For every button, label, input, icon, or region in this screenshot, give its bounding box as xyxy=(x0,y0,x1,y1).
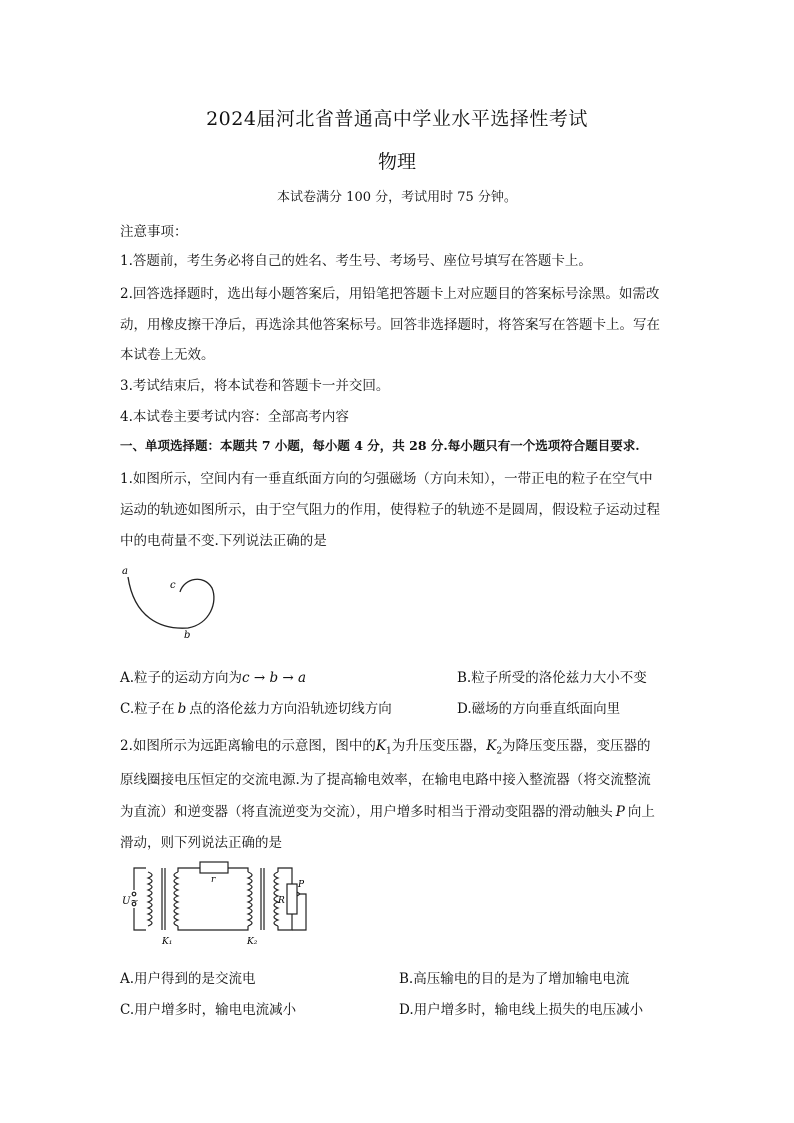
q2-p-symbol: P xyxy=(615,804,625,820)
notice-item: 本试卷上无效。 xyxy=(120,347,215,363)
q1-option-a-prefix: A.粒子的运动方向为 xyxy=(120,670,243,686)
label-a: a xyxy=(122,566,128,577)
q2-stem-text: 2.如图所示为远距离输电的示意图，图中的 xyxy=(120,738,376,754)
q2-stem-line-2: 原线圈接电压恒定的交流电源.为了提高输电效率，在输电电路中接入整流器（将交流整流 xyxy=(120,772,651,788)
q1-stem-line: 运动的轨迹如图所示，由于空气阻力的作用，使得粒子的轨迹不是圆周，假设粒子运动过程 xyxy=(120,502,660,518)
q2-stem-text: 为直流）和逆变器（将直流逆变为交流），用户增多时相当于滑动变阻器的滑动触头 xyxy=(120,804,613,820)
label-k2: K₂ xyxy=(247,937,258,947)
q1-option-c-prefix: C.粒子在 xyxy=(120,701,175,717)
q1-option-a-math: c → b → a xyxy=(242,670,307,686)
exam-info: 本试卷满分 100 分，考试用时 75 分钟。 xyxy=(277,190,517,205)
q2-option-d[interactable]: D.用户增多时，输电线上损失的电压减小 xyxy=(399,1002,644,1018)
label-c: c xyxy=(170,580,176,591)
q2-option-b[interactable]: B.高压输电的目的是为了增加输电电流 xyxy=(399,971,630,987)
q1-stem-line: 中的电荷量不变.下列说法正确的是 xyxy=(120,533,327,549)
q2-option-c[interactable]: C.用户增多时，输电电流减小 xyxy=(120,1002,297,1018)
q2-k1-symbol: K xyxy=(375,738,386,754)
q2-k2-subscript: 2 xyxy=(496,746,503,757)
q2-k2-symbol: K xyxy=(486,738,497,754)
q2-stem-text: 为降压变压器，变压器的 xyxy=(502,738,651,754)
exam-title: 2024届河北省普通高中学业水平选择性考试 xyxy=(206,108,588,130)
label-r-small: r xyxy=(211,875,216,885)
notice-item: 动，用橡皮擦干净后，再选涂其他答案标号。回答非选择题时，将答案写在答题卡上。写在 xyxy=(120,317,660,333)
label-u: U~ xyxy=(122,896,139,907)
notice-heading: 注意事项： xyxy=(120,224,188,240)
label-r-load: R xyxy=(278,896,285,906)
q1-trajectory-figure xyxy=(118,562,228,642)
q1-option-c[interactable] xyxy=(120,697,392,717)
q2-k1-subscript: 1 xyxy=(385,746,392,757)
q2-stem-text: 为升压变压器， xyxy=(391,738,487,754)
q1-option-a[interactable] xyxy=(120,666,306,686)
label-b: b xyxy=(184,630,191,641)
subject-title: 物理 xyxy=(377,151,416,173)
q1-option-c-var: b xyxy=(177,701,187,717)
q1-option-b[interactable]: B.粒子所受的洛伦兹力大小不变 xyxy=(457,670,647,686)
q2-option-a[interactable]: A.用户得到的是交流电 xyxy=(120,971,256,987)
q2-circuit-figure xyxy=(122,858,322,948)
notice-item: 3.考试结束后，将本试卷和答题卡一并交回。 xyxy=(120,378,390,394)
q2-stem-line-1 xyxy=(120,734,651,757)
label-p: P xyxy=(298,880,305,890)
section-heading: 一、单项选择题：本题共 7 小题，每小题 4 分，共 28 分.每小题只有一个选项符合题目要求. xyxy=(120,438,640,453)
q1-option-d[interactable]: D.磁场的方向垂直纸面向里 xyxy=(457,701,621,717)
notice-item: 4.本试卷主要考试内容：全部高考内容 xyxy=(120,409,349,425)
q1-stem-line: 1.如图所示，空间内有一垂直纸面方向的匀强磁场（方向未知），一带正电的粒子在空气中 xyxy=(120,471,653,487)
q2-stem-line-4: 滑动，则下列说法正确的是 xyxy=(120,835,282,851)
q2-stem-line-3 xyxy=(120,800,655,820)
notice-item: 1.答题前，考生务必将自己的姓名、考生号、考场号、座位号填写在答题卡上。 xyxy=(120,253,592,269)
q2-stem-text: 向上 xyxy=(627,804,655,820)
notice-item: 2.回答选择题时，选出每小题答案后，用铅笔把答题卡上对应题目的答案标号涂黑。如需改 xyxy=(120,286,660,302)
q1-option-c-suffix: 点的洛伦兹力方向沿轨迹切线方向 xyxy=(189,701,392,717)
label-k1: K₁ xyxy=(162,937,173,947)
